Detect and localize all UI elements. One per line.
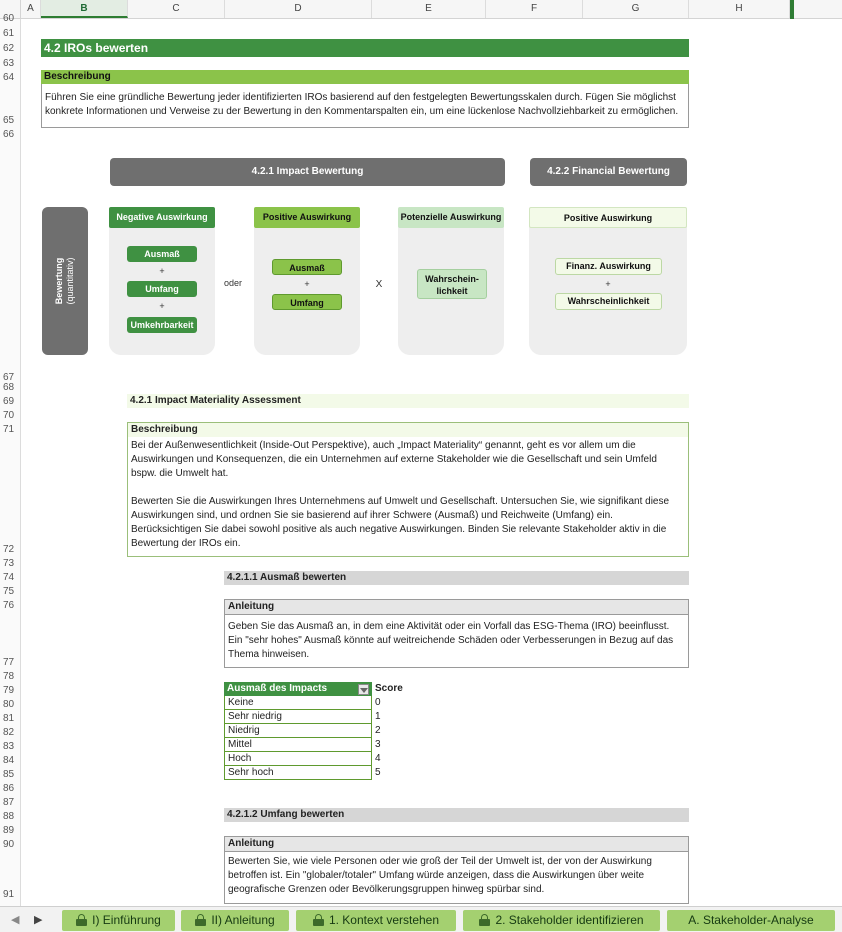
chip-finanz-auswirkung: Finanz. Auswirkung xyxy=(555,258,662,275)
dropdown-arrow-icon xyxy=(360,688,368,693)
cell-label[interactable]: Hoch xyxy=(224,752,372,766)
sheet-tab-bar xyxy=(0,906,842,932)
row-number[interactable]: 91 xyxy=(3,889,15,900)
impact-description-header: Beschreibung xyxy=(128,423,688,437)
column-header-h[interactable]: H xyxy=(689,0,790,18)
filter-dropdown-button[interactable] xyxy=(358,684,369,695)
cell-label[interactable]: Mittel xyxy=(224,738,372,752)
row-number[interactable]: 89 xyxy=(3,825,15,836)
section-title: 4.2 IROs bewerten xyxy=(41,39,689,57)
financial-positive-title: Positive Auswirkung xyxy=(529,207,687,228)
table-header-ausmass: Ausmaß des Impacts xyxy=(224,682,372,696)
row-number[interactable]: 71 xyxy=(3,424,15,435)
impact-description-box xyxy=(127,422,689,557)
side-label-line-2: (quantitativ) xyxy=(65,257,75,305)
description-text: Führen Sie eine gründliche Bewertung jeder identifizierten IROs basierend auf den festgelegten Bewertungsskalen durch. Fügen Sie möglichst konkrete Informationen und Verweise zu der Bewertung in den Kommentarspalten ein, um eine lückenlose Nachvollziehbarkeit zu ermöglichen. xyxy=(41,84,689,128)
umfang-section-title: 4.2.1.2 Umfang bewerten xyxy=(224,808,689,822)
umfang-instructions-header: Anleitung xyxy=(225,837,688,852)
row-number[interactable]: 82 xyxy=(3,727,15,738)
impact-materiality-title: 4.2.1 Impact Materiality Assessment xyxy=(127,394,689,408)
row-number[interactable]: 77 xyxy=(3,657,15,668)
chip-umfang: Umfang xyxy=(272,294,342,310)
tab-anleitung[interactable] xyxy=(181,910,289,931)
row-number[interactable]: 61 xyxy=(3,28,15,39)
row-number[interactable]: 90 xyxy=(3,839,15,850)
row-header-bar xyxy=(0,13,21,906)
row-number[interactable]: 60 xyxy=(3,13,15,24)
cell-score[interactable]: 2 xyxy=(375,725,381,736)
row-number[interactable]: 83 xyxy=(3,741,15,752)
cell-score[interactable]: 4 xyxy=(375,753,381,764)
ausmass-score-table xyxy=(224,682,404,780)
description-header: Beschreibung xyxy=(41,70,689,84)
row-number[interactable]: 69 xyxy=(3,396,15,407)
row-number[interactable]: 73 xyxy=(3,558,15,569)
column-header-c[interactable]: C xyxy=(128,0,225,18)
row-number[interactable]: 74 xyxy=(3,572,15,583)
chip-umfang: Umfang xyxy=(127,281,197,297)
umfang-instructions-box xyxy=(224,836,689,904)
impact-description-para-1: Bei der Außenwesentlichkeit (Inside-Out Perspektive), auch „Impact Materiality“ genannt, geht es vor allem um die Auswirkungen und Konsequenzen, die ein Unternehmen auf externe Stakeholder wie die Gesellschaft und sein Umfeld bspw. die Umwelt hat. xyxy=(131,440,657,479)
tab-label: 1. Kontext verstehen xyxy=(328,913,440,927)
tab-einfuehrung[interactable] xyxy=(62,910,175,931)
column-header-f[interactable]: F xyxy=(486,0,583,18)
lock-icon xyxy=(479,914,490,926)
cell-score[interactable]: 3 xyxy=(375,739,381,750)
column-header-g[interactable]: G xyxy=(583,0,689,18)
financial-assessment-header: 4.2.2 Financial Bewertung xyxy=(530,158,687,186)
cell-label[interactable]: Keine xyxy=(224,696,372,710)
prev-sheet-button[interactable]: ◀ xyxy=(11,914,20,926)
row-number[interactable]: 68 xyxy=(3,382,15,393)
tab-label: A. Stakeholder-Analyse xyxy=(688,913,814,927)
column-header-d[interactable]: D xyxy=(225,0,372,18)
negative-impact-title: Negative Auswirkung xyxy=(109,207,215,228)
row-number[interactable]: 62 xyxy=(3,43,15,54)
cell-score[interactable]: 5 xyxy=(375,767,381,778)
row-number[interactable]: 78 xyxy=(3,671,15,682)
row-number[interactable]: 67 xyxy=(3,372,15,383)
lock-icon xyxy=(313,914,324,926)
column-header-a[interactable]: A xyxy=(21,0,41,18)
ausmass-instructions-text: Geben Sie das Ausmaß an, in dem eine Aktivität oder ein Vorfall das ESG-Thema (IRO) beeinflusst. Ein "sehr hohes" Ausmaß könnte auf weitreichende Schäden oder Verbesserungen in Bezug auf das Thema hinweisen. xyxy=(228,621,674,660)
chip-wahrscheinlichkeit-financial: Wahrscheinlichkeit xyxy=(555,293,662,310)
impact-description-para-2: Bewerten Sie die Auswirkungen Ihres Unternehmens auf Umwelt und Gesellschaft. Untersuchen Sie, wie signifikant diese Auswirkungen sind, und ordnen Sie sie basierend auf ihrer Schwere (Ausmaß) und Reichweite (Umfang) ein. Berücksichtigen Sie dabei sowohl positive als auch negative Auswirkungen. Binden Sie relevante Stakeholder aktiv in die Bewertung der IROs ein. xyxy=(131,496,670,549)
positive-impact-title: Positive Auswirkung xyxy=(254,207,360,228)
column-header-e[interactable]: E xyxy=(372,0,486,18)
lock-icon xyxy=(76,914,87,926)
row-number[interactable]: 66 xyxy=(3,129,15,140)
potential-impact-title: Potenzielle Auswirkung xyxy=(398,207,504,228)
table-header-score: Score xyxy=(375,683,403,694)
quantitative-side-label xyxy=(42,207,88,355)
umfang-instructions-text: Bewerten Sie, wie viele Personen oder wie groß der Teil der Umwelt ist, der von der Auswirkung betroffen ist. Ein "globaler/totaler" Umfang würde anzeigen, dass die Auswirkungen über weite geografische Grenzen oder Bevölkerungsgruppen hinweg spürbar sind. xyxy=(228,856,652,895)
row-number[interactable]: 79 xyxy=(3,685,15,696)
times-sign: X xyxy=(375,279,383,290)
cell-score[interactable]: 1 xyxy=(375,711,381,722)
column-header-bar xyxy=(0,0,842,19)
row-number[interactable]: 70 xyxy=(3,410,15,421)
plus-sign: + xyxy=(605,279,611,289)
tab-label: II) Anleitung xyxy=(211,913,275,927)
ausmass-instructions-box xyxy=(224,599,689,668)
row-number[interactable]: 76 xyxy=(3,600,15,611)
cell-label[interactable]: Niedrig xyxy=(224,724,372,738)
plus-sign: + xyxy=(159,301,165,311)
row-number[interactable]: 86 xyxy=(3,783,15,794)
next-sheet-button[interactable]: ▶ xyxy=(34,914,43,926)
or-label: oder xyxy=(223,278,242,288)
ausmass-instructions-header: Anleitung xyxy=(225,600,688,615)
row-number[interactable]: 84 xyxy=(3,755,15,766)
tab-label: I) Einführung xyxy=(92,913,161,927)
row-number[interactable]: 85 xyxy=(3,769,15,780)
cell-label[interactable]: Sehr hoch xyxy=(224,766,372,780)
row-number[interactable]: 81 xyxy=(3,713,15,724)
column-header-b[interactable]: B xyxy=(41,0,128,18)
cell-score[interactable]: 0 xyxy=(375,697,381,708)
row-number[interactable]: 65 xyxy=(3,115,15,126)
plus-sign: + xyxy=(159,266,165,276)
side-label-line-1: Bewertung xyxy=(54,257,64,305)
frozen-pane-divider xyxy=(790,0,794,19)
row-number[interactable]: 75 xyxy=(3,586,15,597)
row-number[interactable]: 72 xyxy=(3,544,15,555)
row-number[interactable]: 88 xyxy=(3,811,15,822)
row-number[interactable]: 87 xyxy=(3,797,15,808)
ausmass-section-title: 4.2.1.1 Ausmaß bewerten xyxy=(224,571,689,585)
chip-wahrscheinlichkeit: Wahrschein- lichkeit xyxy=(417,269,487,299)
tab-label: 2. Stakeholder identifizieren xyxy=(495,913,644,927)
lock-icon xyxy=(195,914,206,926)
tab-kontext-verstehen[interactable] xyxy=(296,910,456,931)
plus-sign: + xyxy=(304,279,310,289)
chip-ausmass: Ausmaß xyxy=(127,246,197,262)
tab-stakeholder-analyse[interactable] xyxy=(667,910,835,931)
row-number[interactable]: 80 xyxy=(3,699,15,710)
impact-assessment-header: 4.2.1 Impact Bewertung xyxy=(110,158,505,186)
chip-umkehrbarkeit: Umkehrbarkeit xyxy=(127,317,197,333)
row-number[interactable]: 64 xyxy=(3,72,15,83)
chip-ausmass: Ausmaß xyxy=(272,259,342,275)
tab-stakeholder-identifizieren[interactable] xyxy=(463,910,660,931)
row-number[interactable]: 63 xyxy=(3,58,15,69)
cell-label[interactable]: Sehr niedrig xyxy=(224,710,372,724)
